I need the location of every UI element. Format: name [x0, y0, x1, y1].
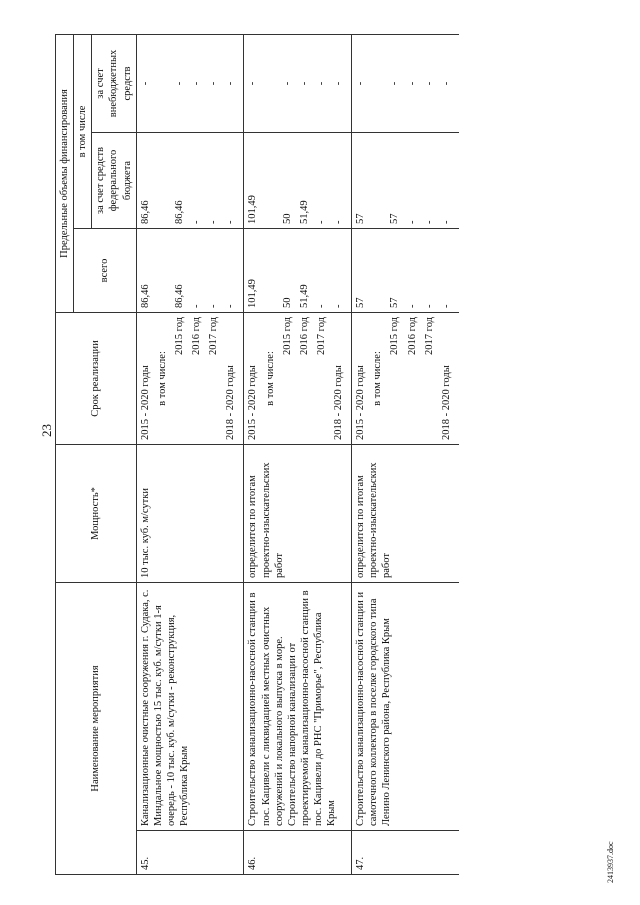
- period-cell: 2018 - 2020 годы: [438, 312, 459, 444]
- header-capacity: Мощность*: [56, 444, 137, 582]
- extra-value: [262, 34, 279, 132]
- federal-value: -: [222, 132, 244, 228]
- federal-value: -: [438, 132, 459, 228]
- table-row: [244, 34, 262, 874]
- extra-value: -: [296, 34, 313, 132]
- total-value: 57: [386, 228, 403, 312]
- period-cell: 2015 год: [386, 312, 403, 444]
- period-cell: 2015 год: [279, 312, 296, 444]
- extra-value: -: [244, 34, 262, 132]
- federal-value: -: [421, 132, 438, 228]
- total-value: [154, 228, 171, 312]
- total-value: -: [404, 228, 421, 312]
- document-id: 2413937.doc: [606, 841, 615, 883]
- total-value: 86,46: [171, 228, 188, 312]
- total-value: 101,49: [244, 228, 262, 312]
- header-period: Срок реализации: [56, 312, 137, 444]
- funding-table: [55, 34, 459, 875]
- period-cell: 2018 - 2020 годы: [222, 312, 244, 444]
- table-body: [136, 34, 459, 874]
- total-value: -: [188, 228, 205, 312]
- federal-value: [262, 132, 279, 228]
- extra-value: [369, 34, 386, 132]
- period-cell: 2015 - 2020 годы: [244, 312, 262, 444]
- period-cell: 2017 год: [421, 312, 438, 444]
- total-value: -: [205, 228, 222, 312]
- rotated-table-container: [55, 35, 565, 875]
- total-value: -: [421, 228, 438, 312]
- federal-value: 86,46: [136, 132, 154, 228]
- header-funding-group: Предельные объемы финансирования: [56, 34, 74, 312]
- extra-value: -: [222, 34, 244, 132]
- period-cell: в том числе:: [262, 312, 279, 444]
- capacity-cell: определится по итогам проектно-изыскательских работ: [244, 444, 352, 582]
- federal-value: 86,46: [171, 132, 188, 228]
- extra-value: -: [279, 34, 296, 132]
- period-cell: 2016 год: [296, 312, 313, 444]
- extra-value: -: [205, 34, 222, 132]
- extra-value: -: [438, 34, 459, 132]
- header-federal: за счет средств федерального бюджета: [92, 132, 136, 228]
- federal-value: 50: [279, 132, 296, 228]
- extra-value: -: [171, 34, 188, 132]
- extra-value: -: [386, 34, 403, 132]
- federal-value: 57: [386, 132, 403, 228]
- row-number: 47.: [352, 831, 459, 875]
- period-cell: 2016 год: [404, 312, 421, 444]
- federal-value: -: [404, 132, 421, 228]
- federal-value: [154, 132, 171, 228]
- header-including: в том числе: [74, 34, 92, 228]
- row-number: 46.: [244, 831, 352, 875]
- total-value: -: [330, 228, 352, 312]
- measure-name: Строительство канализационно-насосной станции и самотечного коллектора в поселке городского типа Ленино Ленинского района, Республика Крым: [352, 582, 459, 830]
- period-cell: в том числе:: [154, 312, 171, 444]
- extra-value: -: [188, 34, 205, 132]
- period-cell: в том числе:: [369, 312, 386, 444]
- extra-value: -: [352, 34, 370, 132]
- header-extra-budget: за счет внебюджетных средств: [92, 34, 136, 132]
- total-value: [262, 228, 279, 312]
- row-number: 45.: [136, 831, 244, 875]
- extra-value: -: [330, 34, 352, 132]
- header-total: всего: [74, 228, 137, 312]
- total-value: 50: [279, 228, 296, 312]
- table-header: [56, 34, 137, 874]
- table-row: [136, 34, 154, 874]
- extra-value: [154, 34, 171, 132]
- period-cell: 2015 - 2020 годы: [136, 312, 154, 444]
- period-cell: 2017 год: [313, 312, 330, 444]
- table-row: [352, 34, 370, 874]
- measure-name: Строительство канализационно-насосной станции в пос. Кацивели с ликвидацией местных очистных сооружений и локального выпуска в море. Строительство напорной канализации от проектируемой канализационно-насосной станции в пос. Кацивели до РНС "Приморье", Республика Крым: [244, 582, 352, 830]
- period-cell: 2016 год: [188, 312, 205, 444]
- measure-name: Канализационные очистные сооружения г. Судака, с. Миндальное мощностью 15 тыс. куб. м/сутки 1-я очередь - 10 тыс. куб. м/сутки - реконструкция, Республика Крым: [136, 582, 244, 830]
- federal-value: 51,49: [296, 132, 313, 228]
- period-cell: 2017 год: [205, 312, 222, 444]
- extra-value: -: [136, 34, 154, 132]
- total-value: -: [313, 228, 330, 312]
- federal-value: -: [313, 132, 330, 228]
- capacity-cell: определится по итогам проектно-изыскательских работ: [352, 444, 459, 582]
- extra-value: -: [421, 34, 438, 132]
- total-value: 86,46: [136, 228, 154, 312]
- extra-value: -: [313, 34, 330, 132]
- federal-value: [369, 132, 386, 228]
- federal-value: 57: [352, 132, 370, 228]
- header-name: Наименование мероприятия: [56, 582, 137, 874]
- federal-value: 101,49: [244, 132, 262, 228]
- total-value: -: [222, 228, 244, 312]
- period-cell: 2015 - 2020 годы: [352, 312, 370, 444]
- extra-value: -: [404, 34, 421, 132]
- federal-value: -: [188, 132, 205, 228]
- total-value: -: [438, 228, 459, 312]
- federal-value: -: [205, 132, 222, 228]
- federal-value: -: [330, 132, 352, 228]
- capacity-cell: 10 тыс. куб. м/сутки: [136, 444, 244, 582]
- period-cell: 2015 год: [171, 312, 188, 444]
- total-value: 51,49: [296, 228, 313, 312]
- total-value: 57: [352, 228, 370, 312]
- period-cell: 2018 - 2020 годы: [330, 312, 352, 444]
- page-number: 23: [39, 424, 54, 437]
- total-value: [369, 228, 386, 312]
